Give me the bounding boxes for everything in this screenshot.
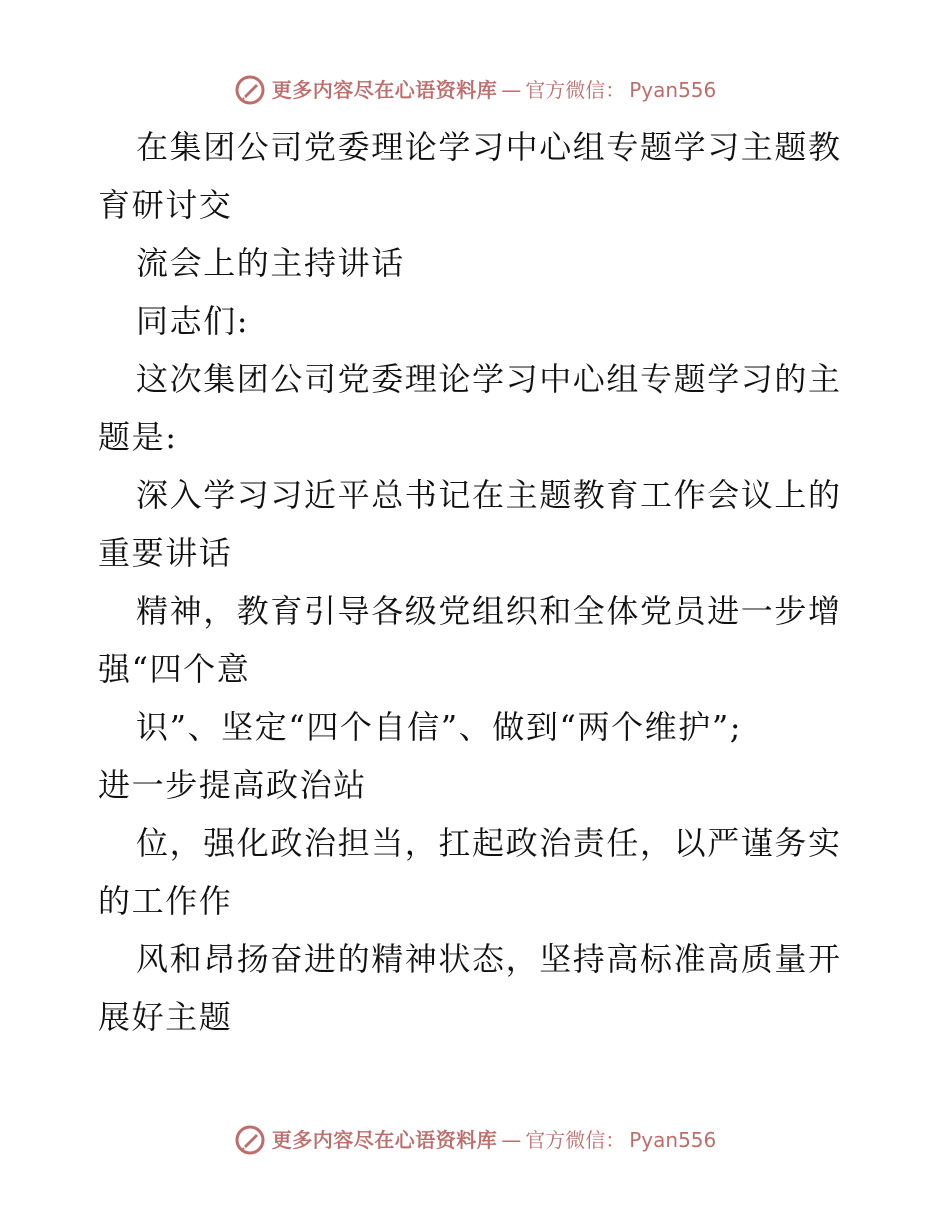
document-line: 在集团公司党委理论学习中心组专题学习主题教 (136, 128, 842, 166)
document-line: 流会上的主持讲话 (136, 244, 405, 282)
footer-watermark (0, 1120, 950, 1160)
document-line: 同志们: (136, 302, 250, 340)
document-line: 强“四个意 (98, 650, 251, 688)
header-watermark (0, 70, 950, 110)
watermark-text (272, 1130, 717, 1150)
watermark-wechat-id: Pyan556 (629, 78, 717, 102)
document-line: 这次集团公司党委理论学习中心组专题学习的主 (136, 360, 842, 398)
watermark-dash: — (501, 1128, 522, 1152)
watermark-main-text: 更多内容尽在心语资料库 (271, 78, 498, 102)
document-line: 位，强化政治担当，扛起政治责任，以严谨务实 (136, 824, 842, 862)
document-line: 题是: (98, 418, 178, 456)
document-line: 进一步提高政治站 (98, 766, 367, 804)
document-line: 重要讲话 (98, 534, 233, 572)
watermark-main-text: 更多内容尽在心语资料库 (271, 1128, 498, 1152)
pen-seal-logo-icon (234, 1124, 266, 1156)
watermark-official-label: 官方微信： (525, 1128, 626, 1152)
document-line: 深入学习习近平总书记在主题教育工作会议上的 (136, 476, 842, 514)
document-line: 育研讨交 (98, 186, 233, 224)
document-line: 识”、坚定“四个自信”、做到“两个维护”; (136, 708, 743, 746)
watermark-text (272, 80, 717, 100)
document-line: 展好主题 (98, 998, 233, 1036)
watermark-dash: — (501, 78, 522, 102)
pen-seal-logo-icon (234, 74, 266, 106)
document-body (0, 118, 950, 1046)
document-line: 精神，教育引导各级党组织和全体党员进一步增 (136, 592, 842, 630)
document-line: 风和昂扬奋进的精神状态，坚持高标准高质量开 (136, 940, 842, 978)
watermark-wechat-id: Pyan556 (629, 1128, 717, 1152)
document-line: 的工作作 (98, 882, 233, 920)
watermark-official-label: 官方微信： (525, 78, 626, 102)
